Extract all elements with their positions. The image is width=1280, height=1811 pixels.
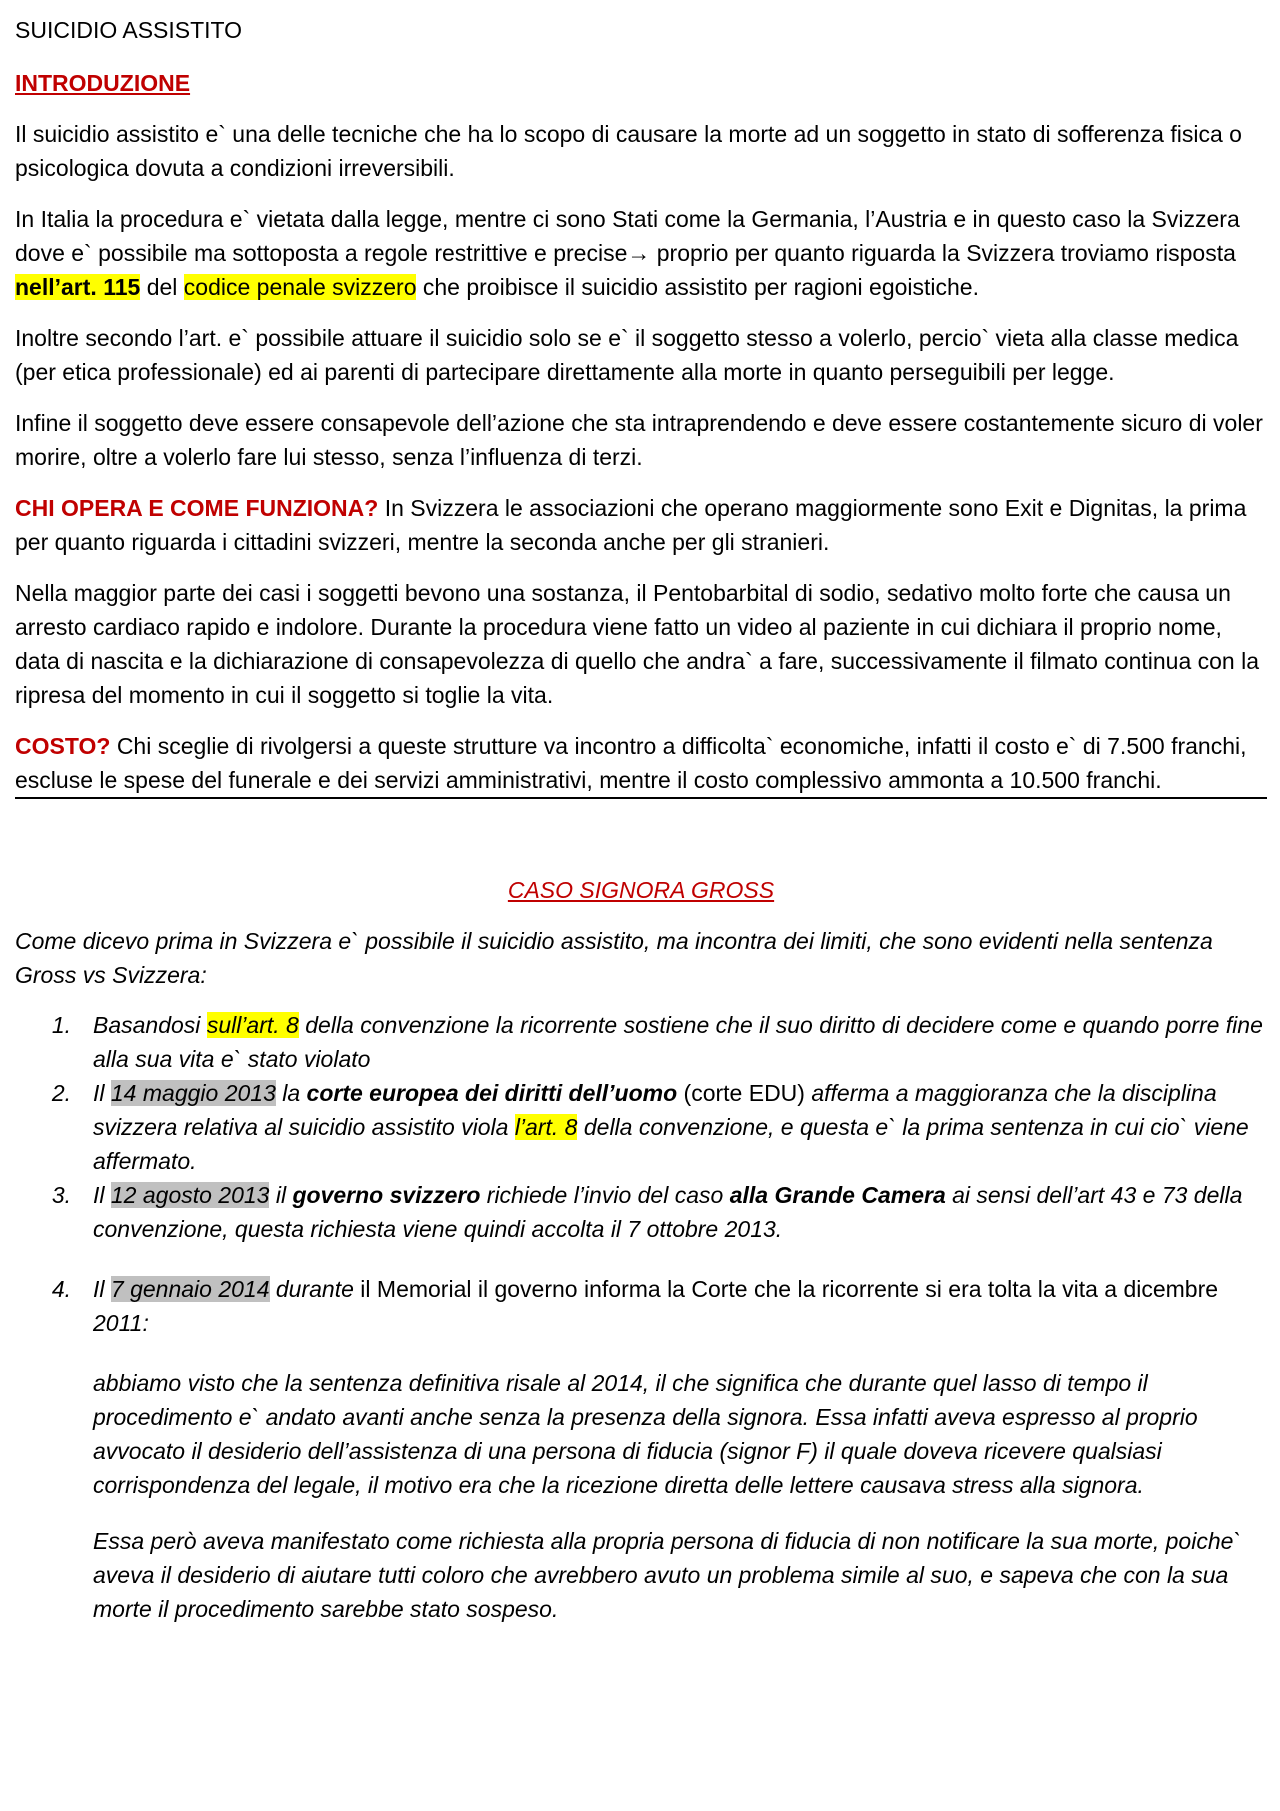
event-number: 3. [51, 1182, 71, 1208]
label-chi-opera: CHI OPERA E COME FUNZIONA? [15, 495, 379, 521]
event-text: il [275, 1182, 287, 1208]
events-list [15, 1008, 1267, 1340]
highlight-penal-code: codice penale svizzero [183, 274, 417, 300]
highlight-date: 14 maggio 2013 [110, 1080, 276, 1106]
paragraph-conditions: Inoltre secondo l’art. e` possibile attuare il suicidio solo se e` il soggetto stesso a volerlo, percio` vieta alla classe medica (per etica professionale) ed ai parenti di partecipare direttamente alla morte in quanto perseguibili per legge. [15, 325, 1239, 385]
event-text: richiede l’invio del caso [486, 1182, 724, 1208]
event-text: il Memorial il governo informa la Corte che la ricorrente si era tolta la vita a dicembre [360, 1276, 1219, 1302]
event-item [51, 1178, 1267, 1246]
paragraph-gross-intro: Come dicevo prima in Svizzera e` possibile il suicidio assistito, ma incontra dei limiti, che sono evidenti nella sentenza Gross vs Svizzera: [15, 928, 1213, 988]
highlight-date: 7 gennaio 2014 [110, 1276, 270, 1302]
event-text: Basandosi [93, 1012, 201, 1038]
legal-context-text: proprio per quanto riguarda la Svizzera troviamo risposta [656, 240, 1236, 266]
event-text: la [282, 1080, 301, 1106]
highlight-article-8: l’art. 8 [514, 1114, 578, 1140]
event-text: ai sensi dell’art 43 e 73 della convenzione, questa richiesta viene quindi accolta il 7 ottobre 2013. [93, 1182, 1243, 1242]
section-divider [15, 797, 1267, 799]
event-text: 2011: [93, 1310, 149, 1336]
paragraph-definition: Il suicidio assistito e` una delle tecniche che ha lo scopo di causare la morte ad un soggetto in stato di sofferenza fisica o psicologica dovuta a condizioni irreversibili. [15, 121, 1242, 181]
paragraph-legal-context [15, 202, 1267, 304]
court-name: corte europea dei diritti dell’uomo [306, 1080, 678, 1106]
paragraph-note: abbiamo visto che la sentenza definitiva risale al 2014, il che significa che durante quel lasso di tempo il procedimento e` andato avanti anche senza la presenza della signora. Essa infatti aveva espresso al proprio avvocato il desiderio dell’assistenza di una persona di fiducia (signor F) il quale doveva ricevere qualsiasi corrispondenza del legale, il motivo era che la ricezione diretta delle lettere causava stress alla signora. [93, 1370, 1198, 1498]
event-text: della convenzione la ricorrente sostiene che il suo diritto di decidere come e quando porre fine alla sua vita e` stato violato [93, 1012, 1263, 1072]
section-heading-caso-gross: CASO SIGNORA GROSS [507, 877, 775, 903]
paragraph-awareness: Infine il soggetto deve essere consapevole dell’azione che sta intraprendendo e deve essere costantemente sicuro di voler morire, oltre a volerlo fare lui stesso, senza l’influenza di terzi. [15, 410, 1263, 470]
paragraph-cost [15, 729, 1267, 797]
who-operates-text: In Svizzera le associazioni che operano maggiormente sono Exit e Dignitas, la prima per quanto riguarda i cittadini svizzeri, mentre la seconda anche per gli stranieri. [15, 495, 1247, 555]
government-name: governo svizzero [292, 1182, 481, 1208]
paragraph-who-operates [15, 491, 1267, 559]
section-heading-introduzione: INTRODUZIONE [15, 70, 191, 96]
court-abbreviation: (corte EDU) [683, 1080, 805, 1106]
legal-context-text: del [146, 274, 178, 300]
event-number: 2. [51, 1080, 71, 1106]
event-text: Il [93, 1080, 105, 1106]
event-text: afferma a maggioranza che la disciplina svizzera relativa al suicidio assistito viola [93, 1080, 1217, 1140]
event-text: durante [275, 1276, 354, 1302]
legal-context-text: In Italia la procedura e` vietata dalla legge, mentre ci sono Stati come la Germania, l’Austria e in questo caso la Svizzera dove e` possibile ma sottoposta a regole restrittive e precise [15, 206, 1240, 266]
event-text: Il [93, 1276, 105, 1302]
document-title: SUICIDIO ASSISTITO [15, 17, 243, 43]
event-text: Il [93, 1182, 105, 1208]
event-number: 1. [51, 1012, 71, 1038]
event-item [51, 1076, 1267, 1178]
highlight-date: 12 agosto 2013 [110, 1182, 270, 1208]
event-number: 4. [51, 1276, 71, 1302]
legal-context-text: che proibisce il suicidio assistito per ragioni egoistiche. [422, 274, 979, 300]
paragraph-note: Essa però aveva manifestato come richiesta alla propria persona di fiducia di non notificare la sua morte, poiche` aveva il desiderio di aiutare tutti coloro che avrebbero avuto un problema simile al suo, e sapeva che con la sua morte il procedimento sarebbe stato sospeso. [93, 1528, 1242, 1622]
event-item [51, 1008, 1267, 1076]
paragraph-procedure: Nella maggior parte dei casi i soggetti bevono una sostanza, il Pentobarbital di sodio, sedativo molto forte che causa un arresto cardiaco rapido e indolore. Durante la procedura viene fatto un video al paziente in cui dichiara il proprio nome, data di nascita e la dichiarazione di consapevolezza di quello che andra` a fare, successivamente il filmato continua con la ripresa del momento in cui il soggetto si toglie la vita. [15, 580, 1259, 708]
label-costo: COSTO? [15, 733, 111, 759]
highlight-article-115: nell’art. 115 [15, 274, 141, 300]
highlight-article-8: sull’art. 8 [206, 1012, 299, 1038]
cost-text: Chi sceglie di rivolgersi a queste strutture va incontro a difficolta` economiche, infatti il costo e` di 7.500 franchi, escluse le spese del funerale e dei servizi amministrativi, mentre il costo complessivo ammonta a 10.500 franchi. [15, 733, 1247, 793]
arrow-right-icon: → [627, 240, 651, 266]
grand-chamber: alla Grande Camera [729, 1182, 946, 1208]
event-text: della convenzione, e questa e` la prima sentenza in cui cio` viene affermato. [93, 1114, 1249, 1174]
event-item [51, 1272, 1267, 1340]
